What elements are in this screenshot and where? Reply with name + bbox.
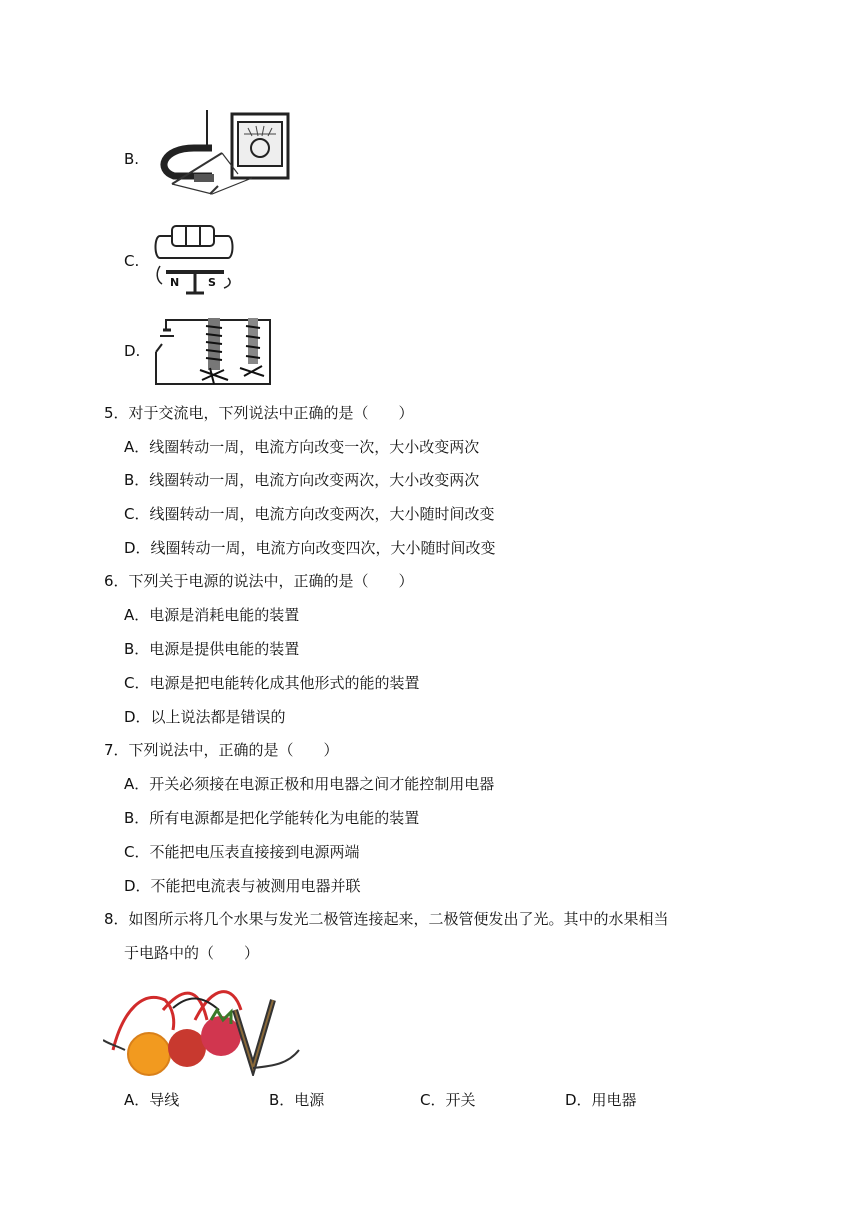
question-8-option-d: D．用电器 xyxy=(565,1091,637,1109)
option-label-c: C. xyxy=(124,252,140,270)
question-5-option-d: D．线圈转动一周，电流方向改变四次，大小随时间改变 xyxy=(124,539,496,557)
question-8-option-b: B．电源 xyxy=(269,1091,325,1109)
question-7-option-d: D．不能把电流表与被测用电器并联 xyxy=(124,877,361,895)
question-7-stem: 7．下列说法中，正确的是（ ） xyxy=(104,741,339,759)
figure-electromagnetic-induction xyxy=(152,108,292,208)
question-5-option-a: A．线圈转动一周，电流方向改变一次，大小改变两次 xyxy=(124,438,480,456)
question-6-option-d: D．以上说法都是错误的 xyxy=(124,708,286,726)
question-6-option-b: B．电源是提供电能的装置 xyxy=(124,640,300,658)
figure-oersted-experiment xyxy=(152,220,236,300)
figure-electromagnet-experiment xyxy=(152,314,278,388)
question-5-option-c: C．线圈转动一周，电流方向改变两次，大小随时间改变 xyxy=(124,505,495,523)
question-8-option-c: C．开关 xyxy=(420,1091,476,1109)
question-7-option-b: B．所有电源都是把化学能转化为电能的装置 xyxy=(124,809,420,827)
question-8-option-a: A．导线 xyxy=(124,1091,180,1109)
option-label-d: D. xyxy=(124,342,141,360)
option-label-b: B. xyxy=(124,150,140,168)
compass-south-label: S xyxy=(208,276,216,289)
question-8-stem-line-1: 8．如图所示将几个水果与发光二极管连接起来，二极管便发出了光。其中的水果相当 xyxy=(104,910,669,928)
question-6-option-a: A．电源是消耗电能的装置 xyxy=(124,606,300,624)
question-8-stem-line-2: 于电路中的（ ） xyxy=(124,944,260,962)
question-5-option-b: B．线圈转动一周，电流方向改变两次，大小改变两次 xyxy=(124,471,480,489)
question-5-stem: 5．对于交流电，下列说法中正确的是（ ） xyxy=(104,404,414,422)
compass-north-label: N xyxy=(170,276,180,289)
question-6-stem: 6．下列关于电源的说法中，正确的是（ ） xyxy=(104,572,414,590)
question-6-option-c: C．电源是把电能转化成其他形式的能的装置 xyxy=(124,674,420,692)
question-7-option-c: C．不能把电压表直接接到电源两端 xyxy=(124,843,360,861)
question-7-option-a: A．开关必须接在电源正极和用电器之间才能控制用电器 xyxy=(124,775,495,793)
figure-fruit-battery-photo xyxy=(103,980,301,1076)
